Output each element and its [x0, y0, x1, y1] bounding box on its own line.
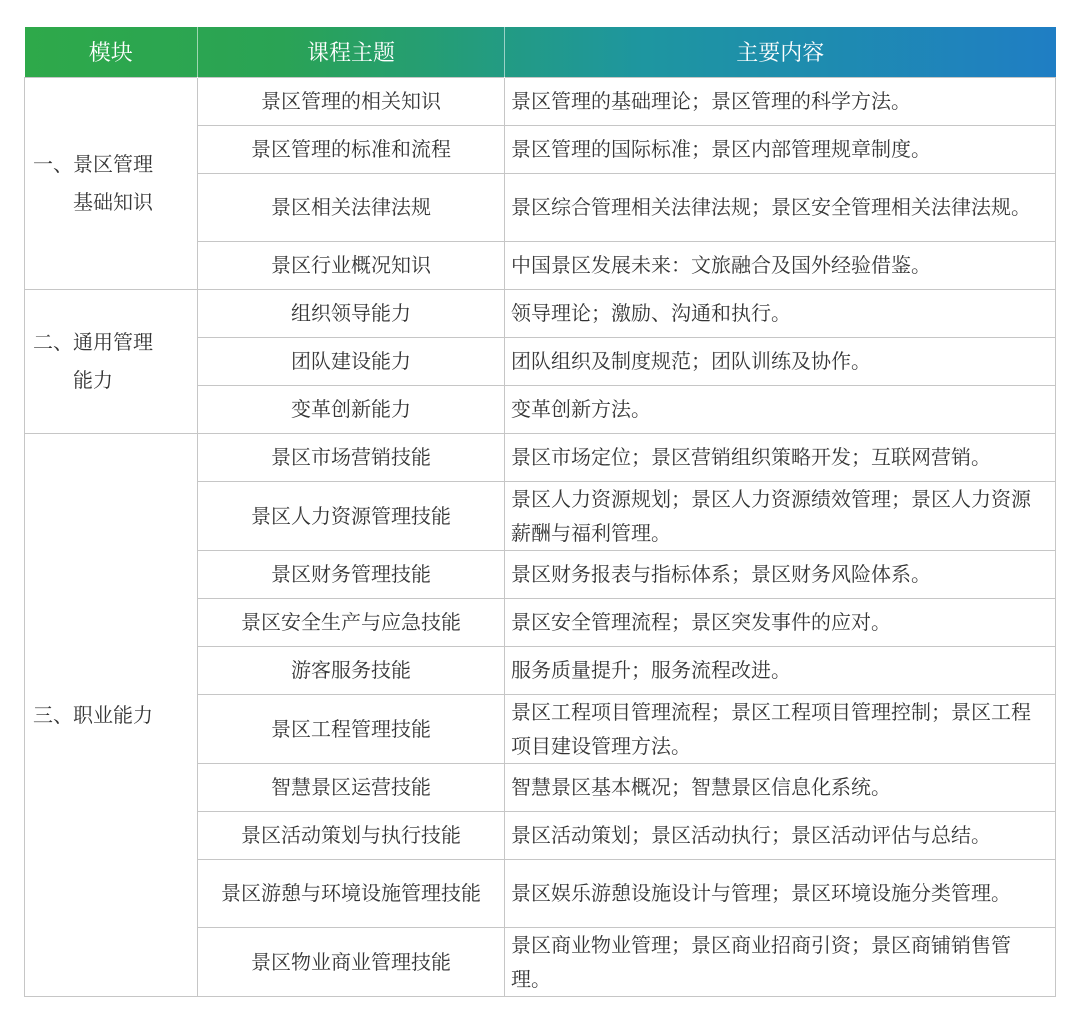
content-cell: 景区财务报表与指标体系；景区财务风险体系。 [505, 550, 1056, 598]
topic-cell: 景区管理的相关知识 [198, 77, 505, 125]
topic-cell: 智慧景区运营技能 [198, 763, 505, 811]
module-cell [25, 289, 198, 433]
content-cell: 景区工程项目管理流程；景区工程项目管理控制；景区工程项目建设管理方法。 [505, 694, 1056, 763]
header-row [25, 27, 1056, 77]
table-row [25, 433, 1056, 481]
table-row [25, 289, 1056, 337]
content-cell: 景区娱乐游憩设施设计与管理；景区环境设施分类管理。 [505, 859, 1056, 927]
content-cell: 领导理论；激励、沟通和执行。 [505, 289, 1056, 337]
topic-cell: 景区财务管理技能 [198, 550, 505, 598]
content-cell: 团队组织及制度规范；团队训练及协作。 [505, 337, 1056, 385]
content-cell: 景区安全管理流程；景区突发事件的应对。 [505, 598, 1056, 646]
topic-cell: 变革创新能力 [198, 385, 505, 433]
topic-cell: 景区工程管理技能 [198, 694, 505, 763]
course-table-container [24, 27, 1055, 997]
topic-cell: 景区人力资源管理技能 [198, 481, 505, 550]
module-title-line1: 三、职业能力 [33, 702, 153, 727]
content-cell: 中国景区发展未来：文旅融合及国外经验借鉴。 [505, 241, 1056, 289]
module-cell [25, 77, 198, 289]
topic-cell: 团队建设能力 [198, 337, 505, 385]
topic-cell: 景区相关法律法规 [198, 173, 505, 241]
topic-cell: 景区物业商业管理技能 [198, 927, 505, 996]
topic-cell: 景区活动策划与执行技能 [198, 811, 505, 859]
topic-cell: 景区管理的标准和流程 [198, 125, 505, 173]
table-header [25, 27, 1056, 77]
content-cell: 景区综合管理相关法律法规；景区安全管理相关法律法规。 [505, 173, 1056, 241]
content-cell: 景区活动策划；景区活动执行；景区活动评估与总结。 [505, 811, 1056, 859]
table-body [25, 77, 1056, 996]
topic-cell: 景区市场营销技能 [198, 433, 505, 481]
table-row [25, 77, 1056, 125]
content-cell: 智慧景区基本概况；智慧景区信息化系统。 [505, 763, 1056, 811]
topic-cell: 景区游憩与环境设施管理技能 [198, 859, 505, 927]
module-cell [25, 433, 198, 996]
content-cell: 变革创新方法。 [505, 385, 1056, 433]
content-cell: 景区管理的基础理论；景区管理的科学方法。 [505, 77, 1056, 125]
course-table [24, 27, 1056, 997]
content-cell: 景区市场定位；景区营销组织策略开发；互联网营销。 [505, 433, 1056, 481]
module-title-line2: 基础知识 [73, 190, 153, 214]
header-topic: 课程主题 [198, 27, 505, 77]
content-cell: 景区人力资源规划；景区人力资源绩效管理；景区人力资源薪酬与福利管理。 [505, 481, 1056, 550]
module-title-line1: 一、景区管理 [33, 152, 153, 176]
topic-cell: 景区安全生产与应急技能 [198, 598, 505, 646]
content-cell: 景区商业物业管理；景区商业招商引资；景区商铺销售管理。 [505, 927, 1056, 996]
module-title-line1: 二、通用管理 [33, 330, 153, 354]
topic-cell: 游客服务技能 [198, 646, 505, 694]
header-module: 模块 [25, 27, 198, 77]
topic-cell: 组织领导能力 [198, 289, 505, 337]
header-content: 主要内容 [736, 41, 825, 67]
content-cell: 服务质量提升；服务流程改进。 [505, 646, 1056, 694]
module-title-line2: 能力 [73, 368, 113, 392]
topic-cell: 景区行业概况知识 [198, 241, 505, 289]
content-cell: 景区管理的国际标准；景区内部管理规章制度。 [505, 125, 1056, 173]
